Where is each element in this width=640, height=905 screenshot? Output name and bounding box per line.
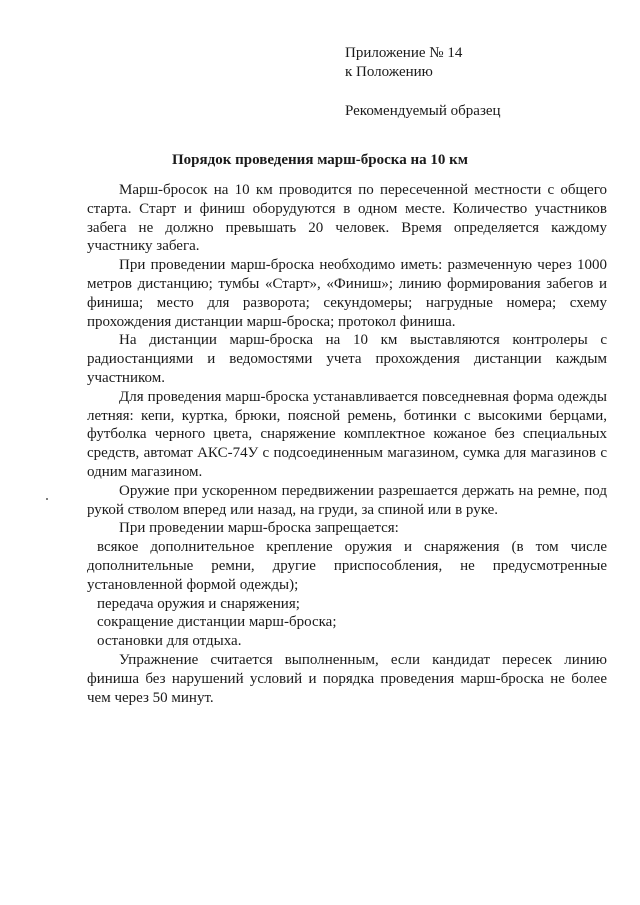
scan-speck — [46, 498, 48, 500]
appendix-number: Приложение № 14 — [345, 45, 463, 61]
list-item: остановки для отдыха. — [97, 633, 242, 650]
paragraph: При проведении марш-броска необходимо иметь: размеченную через 1000 метров дистанцию; тумбы «Старт», «Финиш»; линию формирования забегов и финиша; место для разворота; секундомеры; нагрудные номера; схему прохождения дистанции марш-броска; протокол финиша. — [87, 257, 607, 330]
appendix-reference: к Положению — [345, 64, 433, 80]
paragraph: Для проведения марш-броска устанавливается повседневная форма одежды летняя: кепи, куртка, брюки, поясной ремень, ботинки с высокими берцами, футболка черного цвета, снаряжение комплектное кожаное без специальных средств, автомат АКС-74У с подсоединенным магазином, сумка для магазинов с одним магазином. — [87, 388, 607, 480]
paragraph: Марш-бросок на 10 км проводится по пересеченной местности с общего старта. Старт и финиш оборудуются в одном месте. Количество участников забега не должно превышать 20 человек. Время определяется каждому участнику забега. — [87, 182, 607, 255]
list-item: всякое дополнительное крепление оружия и снаряжения (в том числе дополнительные ремни, другие приспособления, не предусмотренные установленной формой одежды); — [87, 539, 607, 593]
paragraph: На дистанции марш-броска на 10 км выставляются контролеры с радиостанциями и ведомостями учета прохождения дистанции каждым участником. — [87, 332, 607, 386]
document-body — [87, 181, 607, 707]
appendix-header — [345, 44, 501, 121]
list-item: передача оружия и снаряжения; — [97, 595, 300, 612]
recommended-sample-label: Рекомендуемый образец — [345, 103, 501, 119]
document-title: Порядок проведения марш-броска на 10 км — [172, 152, 468, 168]
conclusion-paragraph: Упражнение считается выполненным, если кандидат пересек линию финиша без нарушений условий и порядка проведения марш-броска не более чем через 50 минут. — [87, 651, 607, 706]
list-item: сокращение дистанции марш-броска; — [97, 614, 337, 631]
paragraph: При проведении марш-броска запрещается: — [119, 520, 399, 537]
paragraph: Оружие при ускоренном передвижении разрешается держать на ремне, под рукой стволом вперед или назад, на груди, за спиной или в руке. — [87, 482, 607, 518]
